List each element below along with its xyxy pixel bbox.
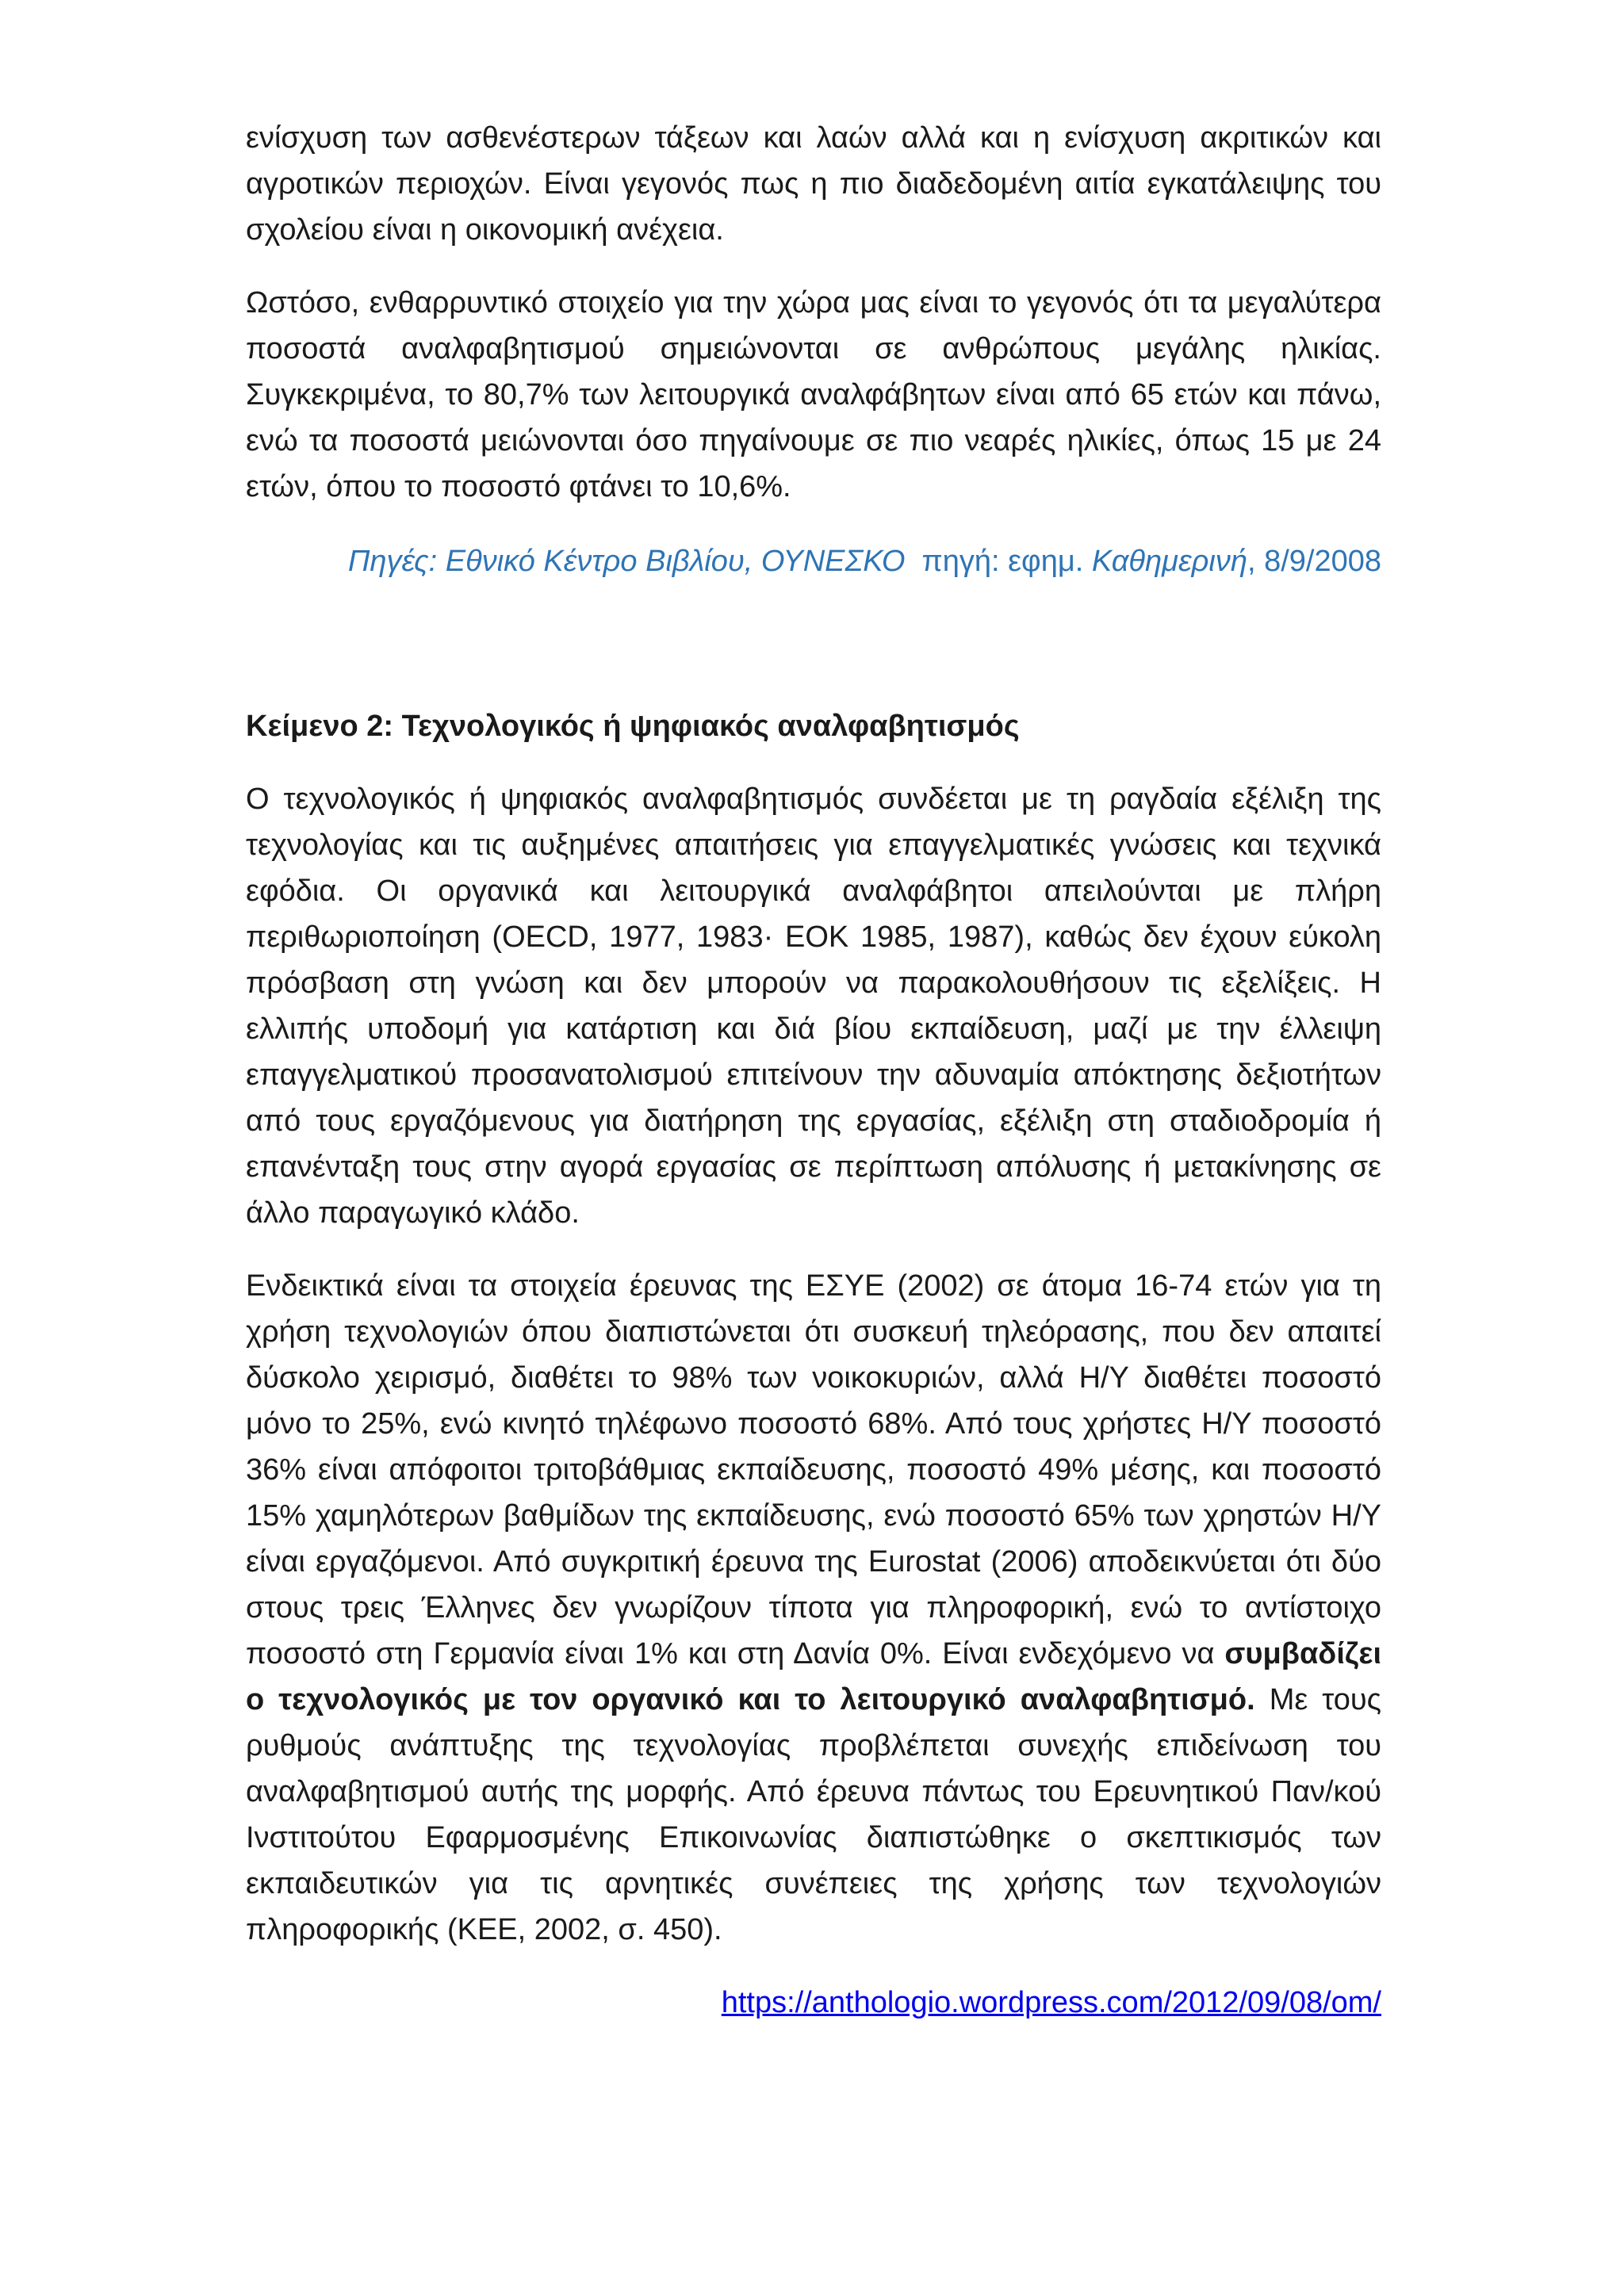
source-citation	[246, 538, 1381, 584]
spacer	[246, 510, 1381, 538]
section-heading: Κείμενο 2: Τεχνολογικός ή ψηφιακός αναλφαβητισμός	[246, 710, 1020, 743]
bold-emphasis: συμβαδίζει ο τεχνολογικός με τον οργανικό και το λειτουργικό αναλφαβητισμό.	[246, 1637, 1381, 1716]
source-link-line	[246, 1980, 1381, 2026]
paragraph-research-data	[246, 1263, 1381, 1953]
paragraph-digital-illiteracy: Ο τεχνολογικός ή ψηφιακός αναλφαβητισμός συνδέεται με τη ραγδαία εξέλιξη της τεχνολογίας και τις αυξημένες απαιτήσεις για επαγγελματικές γνώσεις και τεχνικά εφόδια. Οι οργανικά και λειτουργικά αναλφάβητοι απειλούνται με πλήρη περιθωριοποίηση (OECD, 1977, 1983· ΕΟΚ 1985, 1987), καθώς δεν έχουν εύκολη πρόσβαση στη γνώση και δεν μπορούν να παρακολουθήσουν τις εξελίξεις. Η ελλιπής υποδομή για κατάρτιση και διά βίου εκπαίδευση, μαζί με την έλλειψη επαγγελματικού προσανατολισμού επιτείνουν την αδυναμία απόκτησης δεξιοτήτων από τους εργαζόμενους για διατήρηση της εργασίας, εξέλιξη στη σταδιοδρομία ή επανένταξη τους στην αγορά εργασίας σε περίπτωση απόλυσης ή μετακίνησης σε άλλο παραγωγικό κλάδο.	[246, 783, 1381, 1230]
source-label: πηγή: εφημ.	[921, 545, 1084, 578]
document-page	[246, 115, 1381, 2026]
spacer	[246, 253, 1381, 280]
spacer	[246, 749, 1381, 776]
source-link[interactable]: https://anthologio.wordpress.com/2012/09/08/om/	[721, 1986, 1381, 2019]
source-date: , 8/9/2008	[1247, 545, 1381, 578]
newspaper-name: Καθημερινή	[1091, 545, 1247, 578]
paragraph-statistics: Ωστόσο, ενθαρρυντικό στοιχείο για την χώρα μας είναι το γεγονός ότι τα μεγαλύτερα ποσοστά αναλφαβητισμού σημειώνονται σε ανθρώπους μεγάλης ηλικίας. Συγκεκριμένα, το 80,7% των λειτουργικά αναλφάβητων είναι από 65 ετών και πάνω, ενώ τα ποσοστά μειώνονται όσο πηγαίνουμε σε πιο νεαρές ηλικίες, όπως 15 με 24 ετών, όπου το ποσοστό φτάνει το 10,6%.	[246, 286, 1381, 503]
paragraph-text-after: Με τους ρυθμούς ανάπτυξης της τεχνολογίας προβλέπεται συνεχής επιδείνωση του αναλφαβητισμού αυτής της μορφής. Από έρευνα πάντως του Ερευνητικού Παν/κού Ινστιτούτου Εφαρμοσμένης Επικοινωνίας διαπιστώθηκε ο σκεπτικισμός των εκπαιδευτικών για τις αρνητικές συνέπειες της χρήσης των τεχνολογιών πληροφορικής (ΚΕΕ, 2002, σ. 450).	[246, 1683, 1381, 1946]
spacer	[246, 1953, 1381, 1980]
sources-label: Πηγές: Εθνικό Κέντρο Βιβλίου, ΟΥΝΕΣΚΟ	[347, 545, 906, 578]
paragraph-intro: ενίσχυση των ασθενέστερων τάξεων και λαών αλλά και η ενίσχυση ακριτικών και αγροτικών περιοχών. Είναι γεγονός πως η πιο διαδεδομένη αιτία εγκατάλειψης του σχολείου είναι η οικονομική ανέχεια.	[246, 121, 1381, 247]
paragraph-text-before: Ενδεικτικά είναι τα στοιχεία έρευνας της ΕΣΥΕ (2002) σε άτομα 16-74 ετών για τη χρήση τεχνολογιών όπου διαπιστώνεται ότι συσκευή τηλεόρασης, που δεν απαιτεί δύσκολο χειρισμό, διαθέτει το 98% των νοικοκυριών, αλλά Η/Υ διαθέτει ποσοστό μόνο το 25%, ενώ κινητό τηλέφωνο ποσοστό 68%. Από τους χρήστες Η/Υ ποσοστό 36% είναι απόφοιτοι τριτοβάθμιας εκπαίδευσης, ποσοστό 49% μέσης, και ποσοστό 15% χαμηλότερων βαθμίδων της εκπαίδευσης, ενώ ποσοστό 65% των χρηστών Η/Υ είναι εργαζόμενοι. Από συγκριτική έρευνα της Eurostat (2006) αποδεικνύεται ότι δύο στους τρεις Έλληνες δεν γνωρίζουν τίποτα για πληροφορική, ενώ το αντίστοιχο ποσοστό στη Γερμανία είναι 1% και στη Δανία 0%. Είναι ενδεχόμενο να	[246, 1269, 1381, 1670]
spacer	[246, 1236, 1381, 1263]
spacer	[246, 584, 1381, 703]
